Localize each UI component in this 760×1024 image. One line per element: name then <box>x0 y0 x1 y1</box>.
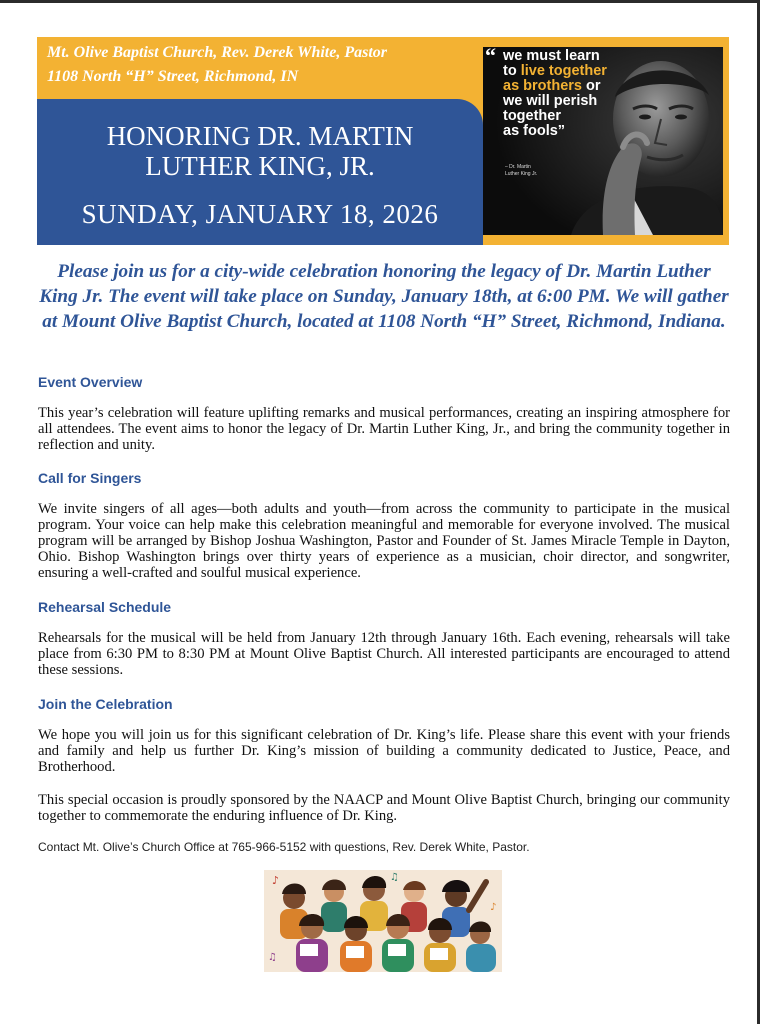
mlk-quote-text <box>503 49 607 139</box>
quote-line-6 <box>503 124 607 139</box>
quote-line-2b: live together <box>520 63 607 79</box>
event-date: SUNDAY, JANUARY 18, 2026 <box>81 199 439 229</box>
rehearsal-heading: Rehearsal Schedule <box>38 599 172 615</box>
intro-paragraph: Please join us for a city-wide celebration honoring the legacy of Dr. Martin Luther King Jr. The event will take place on Sunday, January 18th, at 6:00 PM. We will gather at Mount Olive Baptist Church, located at 1108 North “H” Street, Richmond, Indiana. <box>39 261 729 332</box>
quote-line-2 <box>503 64 607 79</box>
quote-line-2a: to <box>503 63 521 79</box>
rehearsal-body: Rehearsals for the musical will be held from January 12th through January 16th. Each evening, rehearsals will take place from 6:30 PM to 8:30 PM at Mount Olive Baptist Church. All interested participants are encouraged to attend these sessions. <box>38 630 730 678</box>
contact-line: Contact Mt. Olive’s Church Office at 765-966-5152 with questions, Rev. Derek White, Pastor. <box>38 840 530 854</box>
event-title-line-1: HONORING DR. MARTIN <box>106 121 414 151</box>
event-title <box>37 121 483 181</box>
svg-text:♪: ♪ <box>272 874 280 887</box>
quote-line-3 <box>503 79 607 94</box>
quote-line-1: we must learn <box>503 48 600 64</box>
mlk-quote-photo <box>483 47 723 235</box>
overview-body: This year’s celebration will feature uplifting remarks and musical performances, creating an inspiring atmosphere for all attendees. The event aims to honor the legacy of Dr. Martin Luther King, Jr., and bring the community together in reflection and unity. <box>38 405 730 453</box>
top-border <box>0 0 760 3</box>
svg-text:♪: ♪ <box>490 902 497 913</box>
choir-singers-image <box>264 870 502 972</box>
quote-line-4: we will perish <box>503 93 598 109</box>
event-title-line-2: LUTHER KING, JR. <box>145 151 375 181</box>
church-name-line: Mt. Olive Baptist Church, Rev. Derek White, Pastor <box>47 44 388 61</box>
join-body: We hope you will join us for this significant celebration of Dr. King’s life. Please share this event with your friends and family and help us further Dr. King’s mission of building a community dedicated to Justice, Peace, and Brotherhood. <box>38 727 730 775</box>
join-heading: Join the Celebration <box>38 696 173 712</box>
quote-line-3b: or <box>581 78 601 94</box>
singers-body: We invite singers of all ages—both adults and youth—from across the community to participate in the musical program. Your voice can help make this celebration meaningful and memorable for everyone involved. The musical program will be arranged by Bishop Joshua Washington, Pastor and Founder of St. James Miracle Temple in Dayton, Ohio. Bishop Washington brings over thirty years of experience as a musician, choir director, and songwriter, ensuring a well-crafted and soulful musical experience. <box>38 501 730 581</box>
quote-line-5: together <box>503 108 561 124</box>
header-title-panel <box>37 99 483 245</box>
church-address-line: 1108 North “H” Street, Richmond, IN <box>47 68 299 85</box>
quote-line-3a: as brothers <box>503 78 582 94</box>
sponsor-body: This special occasion is proudly sponsored by the NAACP and Mount Olive Baptist Church, bringing our community together to commemorate the enduring influence of Dr. King. <box>38 792 730 824</box>
singers-heading: Call for Singers <box>38 470 142 486</box>
open-quote-icon: “ <box>485 47 496 68</box>
quote-citation-line-1: – Dr. Martin <box>505 164 531 170</box>
quote-line-6-text: as fools <box>503 123 558 139</box>
overview-heading: Event Overview <box>38 374 143 390</box>
header-gold-band <box>37 37 483 99</box>
header-banner <box>37 37 729 245</box>
quote-citation <box>505 164 537 178</box>
quote-citation-line-2: Luther King Jr. <box>505 171 538 177</box>
choir-illustration <box>264 870 502 972</box>
close-quote-icon: ” <box>557 123 566 139</box>
svg-text:♫: ♫ <box>390 872 399 883</box>
svg-text:♫: ♫ <box>268 952 277 963</box>
